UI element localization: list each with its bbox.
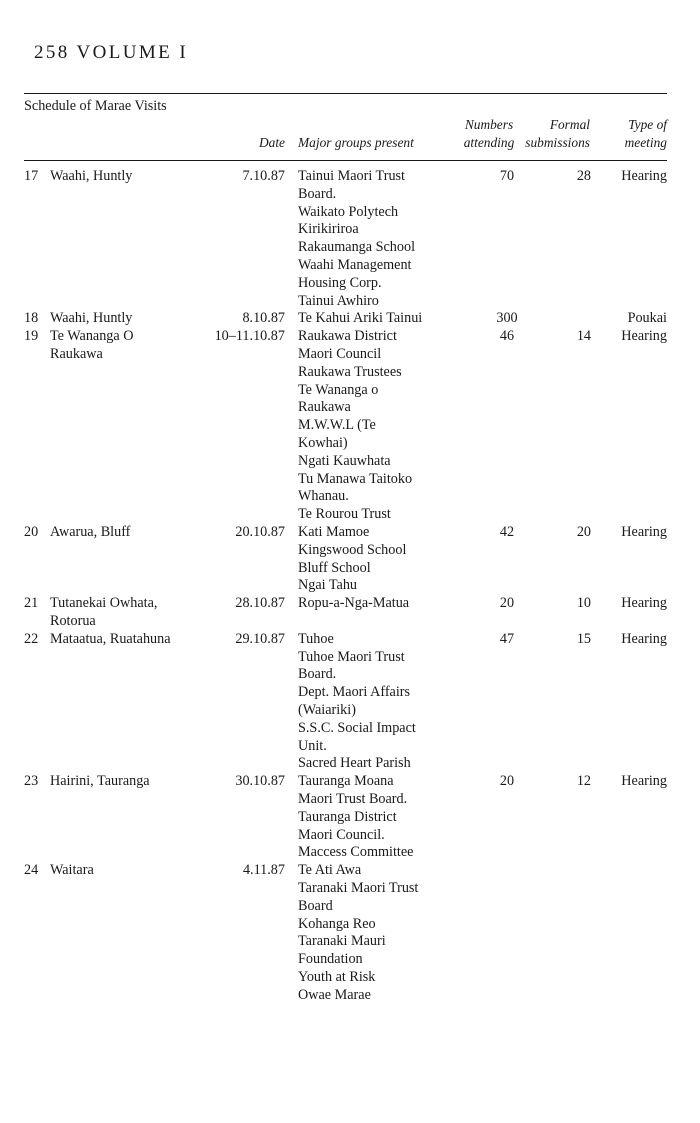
table-row [0, 310, 700, 328]
marae-place-line: Te Wananga O [50, 328, 134, 345]
major-group-line: S.S.C. Social Impact [298, 719, 416, 736]
visit-date: 29.10.87 [235, 630, 285, 647]
meeting-type: Hearing [621, 328, 667, 345]
visit-number: 18 [24, 310, 39, 327]
major-group-line: Te Rourou Trust [298, 506, 391, 523]
column-header-date: Date [258, 135, 285, 150]
major-group-line: Unit. [298, 737, 327, 754]
major-group-line: Tauranga District [298, 808, 397, 825]
visit-date: 10–11.10.87 [214, 328, 285, 345]
major-group-line: Tauranga Moana [298, 773, 394, 790]
major-group-line: Tainui Awhiro [298, 292, 379, 309]
marae-place-line: Tutanekai Owhata, [50, 595, 158, 612]
major-groups [298, 168, 456, 310]
major-group-line: Rakaumanga School [298, 239, 416, 256]
visit-number: 22 [24, 630, 39, 647]
table-row [0, 773, 700, 862]
numbers-attending: 300 [496, 310, 518, 327]
major-group-line: Board [298, 897, 333, 914]
major-group-line: Whanau. [298, 488, 349, 505]
major-group-line: Kirikiriroa [298, 221, 359, 238]
major-group-line: Owae Marae [298, 986, 371, 1003]
table-header-rule [24, 160, 667, 161]
visit-number: 21 [24, 595, 39, 612]
table-row [0, 862, 700, 1004]
marae-place-line: Hairini, Tauranga [50, 773, 150, 790]
meeting-type: Hearing [621, 523, 667, 540]
column-header-type-line: Type of [628, 117, 667, 132]
major-group-line: Board. [298, 185, 337, 202]
table-body [0, 168, 700, 1005]
major-groups [298, 524, 456, 595]
major-group-line: M.W.W.L (Te [298, 417, 376, 434]
marae-place [50, 773, 200, 791]
major-group-line: Taranaki Mauri [298, 933, 386, 950]
formal-submissions: 20 [576, 523, 591, 540]
numbers-attending: 70 [499, 168, 515, 184]
major-group-line: Kati Mamoe [298, 523, 370, 540]
major-group-line: Raukawa Trustees [298, 363, 402, 380]
running-head: 258 VOLUME I [34, 42, 189, 63]
formal-submissions: 15 [576, 630, 591, 647]
major-group-line: Maori Council. [298, 826, 385, 843]
meeting-type: Hearing [621, 630, 667, 647]
formal-submissions: 12 [576, 773, 591, 790]
visit-date: 8.10.87 [242, 310, 285, 327]
marae-place-line: Waahi, Huntly [50, 168, 133, 184]
visit-number: 20 [24, 523, 39, 540]
meeting-type: Hearing [621, 773, 667, 790]
marae-place [50, 310, 200, 328]
column-header-formal [525, 116, 590, 152]
formal-submissions: 28 [576, 168, 591, 184]
marae-place-line: Mataatua, Ruatahuna [50, 630, 171, 647]
major-group-line: Tuhoe [298, 630, 334, 647]
table-row [0, 168, 700, 310]
major-group-line: Waikato Polytech [298, 203, 399, 220]
column-header-formal-line: submissions [525, 134, 590, 150]
marae-place [50, 595, 200, 631]
column-header-numbers-line: Numbers [464, 117, 514, 132]
major-group-line: Taranaki Maori Trust [298, 879, 419, 896]
table-row [0, 631, 700, 773]
marae-place-line: Awarua, Bluff [50, 523, 131, 540]
marae-place [50, 524, 200, 542]
major-group-line: Kohanga Reo [298, 915, 376, 932]
meeting-type: Hearing [621, 595, 667, 612]
column-header-groups: Major groups present [298, 135, 414, 150]
visit-number: 23 [24, 773, 39, 790]
major-group-line: Housing Corp. [298, 274, 382, 291]
major-group-line: Maccess Committee [298, 844, 414, 861]
numbers-attending: 47 [499, 630, 515, 647]
major-groups [298, 773, 456, 862]
major-group-line: Bluff School [298, 559, 371, 576]
table-caption: Schedule of Marae Visits [24, 98, 167, 114]
major-group-line: Youth at Risk [298, 968, 376, 985]
major-group-line: Kowhai) [298, 434, 348, 451]
major-group-line: Board. [298, 666, 337, 683]
major-group-line: Sacred Heart Parish [298, 755, 411, 772]
marae-place [50, 328, 200, 364]
visit-date: 28.10.87 [235, 595, 285, 612]
visit-date: 30.10.87 [235, 773, 285, 790]
formal-submissions: 14 [576, 328, 591, 345]
major-group-line: Maori Council [298, 345, 382, 362]
major-group-line: Kingswood School [298, 541, 407, 558]
major-group-line: Waahi Management [298, 256, 412, 273]
major-group-line: Ngati Kauwhata [298, 452, 391, 469]
visit-number: 24 [24, 862, 39, 879]
numbers-attending: 20 [499, 773, 515, 790]
major-group-line: Maori Trust Board. [298, 790, 408, 807]
marae-place-line: Waitara [50, 862, 94, 879]
major-group-line: Raukawa [298, 399, 351, 416]
marae-place-line: Rotorua [50, 612, 96, 629]
major-group-line: Raukawa District [298, 328, 397, 345]
major-group-line: Dept. Maori Affairs [298, 684, 411, 701]
marae-place [50, 168, 200, 186]
major-groups [298, 631, 456, 773]
header-rule [24, 93, 667, 94]
column-header-type [625, 116, 667, 152]
marae-place [50, 862, 200, 880]
column-header-formal-line: Formal [549, 117, 590, 132]
marae-place-line: Raukawa [50, 345, 103, 362]
visit-date: 20.10.87 [235, 523, 285, 540]
visit-number: 19 [24, 328, 39, 345]
table-row [0, 328, 700, 524]
numbers-attending: 46 [499, 328, 515, 345]
major-group-line: Ropu-a-Nga-Matua [298, 595, 410, 612]
meeting-type: Hearing [621, 168, 667, 184]
major-group-line: Te Ati Awa [298, 862, 362, 879]
visit-date: 7.10.87 [242, 168, 285, 184]
column-header-type-line: meeting [624, 134, 667, 150]
major-groups [298, 862, 456, 1004]
major-group-line: Tu Manawa Taitoko [298, 470, 413, 487]
major-group-line: Te Wananga o [298, 381, 379, 398]
numbers-attending: 20 [499, 595, 515, 612]
major-groups [298, 328, 456, 524]
major-group-line: Tainui Maori Trust [298, 168, 406, 184]
major-groups [298, 310, 456, 328]
visit-date: 4.11.87 [242, 862, 285, 879]
major-group-line: Foundation [298, 951, 363, 968]
major-group-line: (Waiariki) [298, 701, 356, 718]
major-group-line: Ngai Tahu [298, 577, 358, 594]
marae-place [50, 631, 200, 649]
visit-number: 17 [24, 168, 39, 184]
table-row [0, 524, 700, 595]
marae-place-line: Waahi, Huntly [50, 310, 133, 327]
table-row [0, 595, 700, 631]
numbers-attending: 42 [499, 523, 515, 540]
major-group-line: Tuhoe Maori Trust [298, 648, 405, 665]
column-header-numbers [455, 116, 523, 152]
formal-submissions: 10 [576, 595, 591, 612]
meeting-type: Poukai [627, 310, 667, 327]
major-groups [298, 595, 456, 613]
major-group-line: Te Kahui Ariki Tainui [298, 310, 423, 327]
column-header-numbers-line: attending [463, 134, 515, 150]
